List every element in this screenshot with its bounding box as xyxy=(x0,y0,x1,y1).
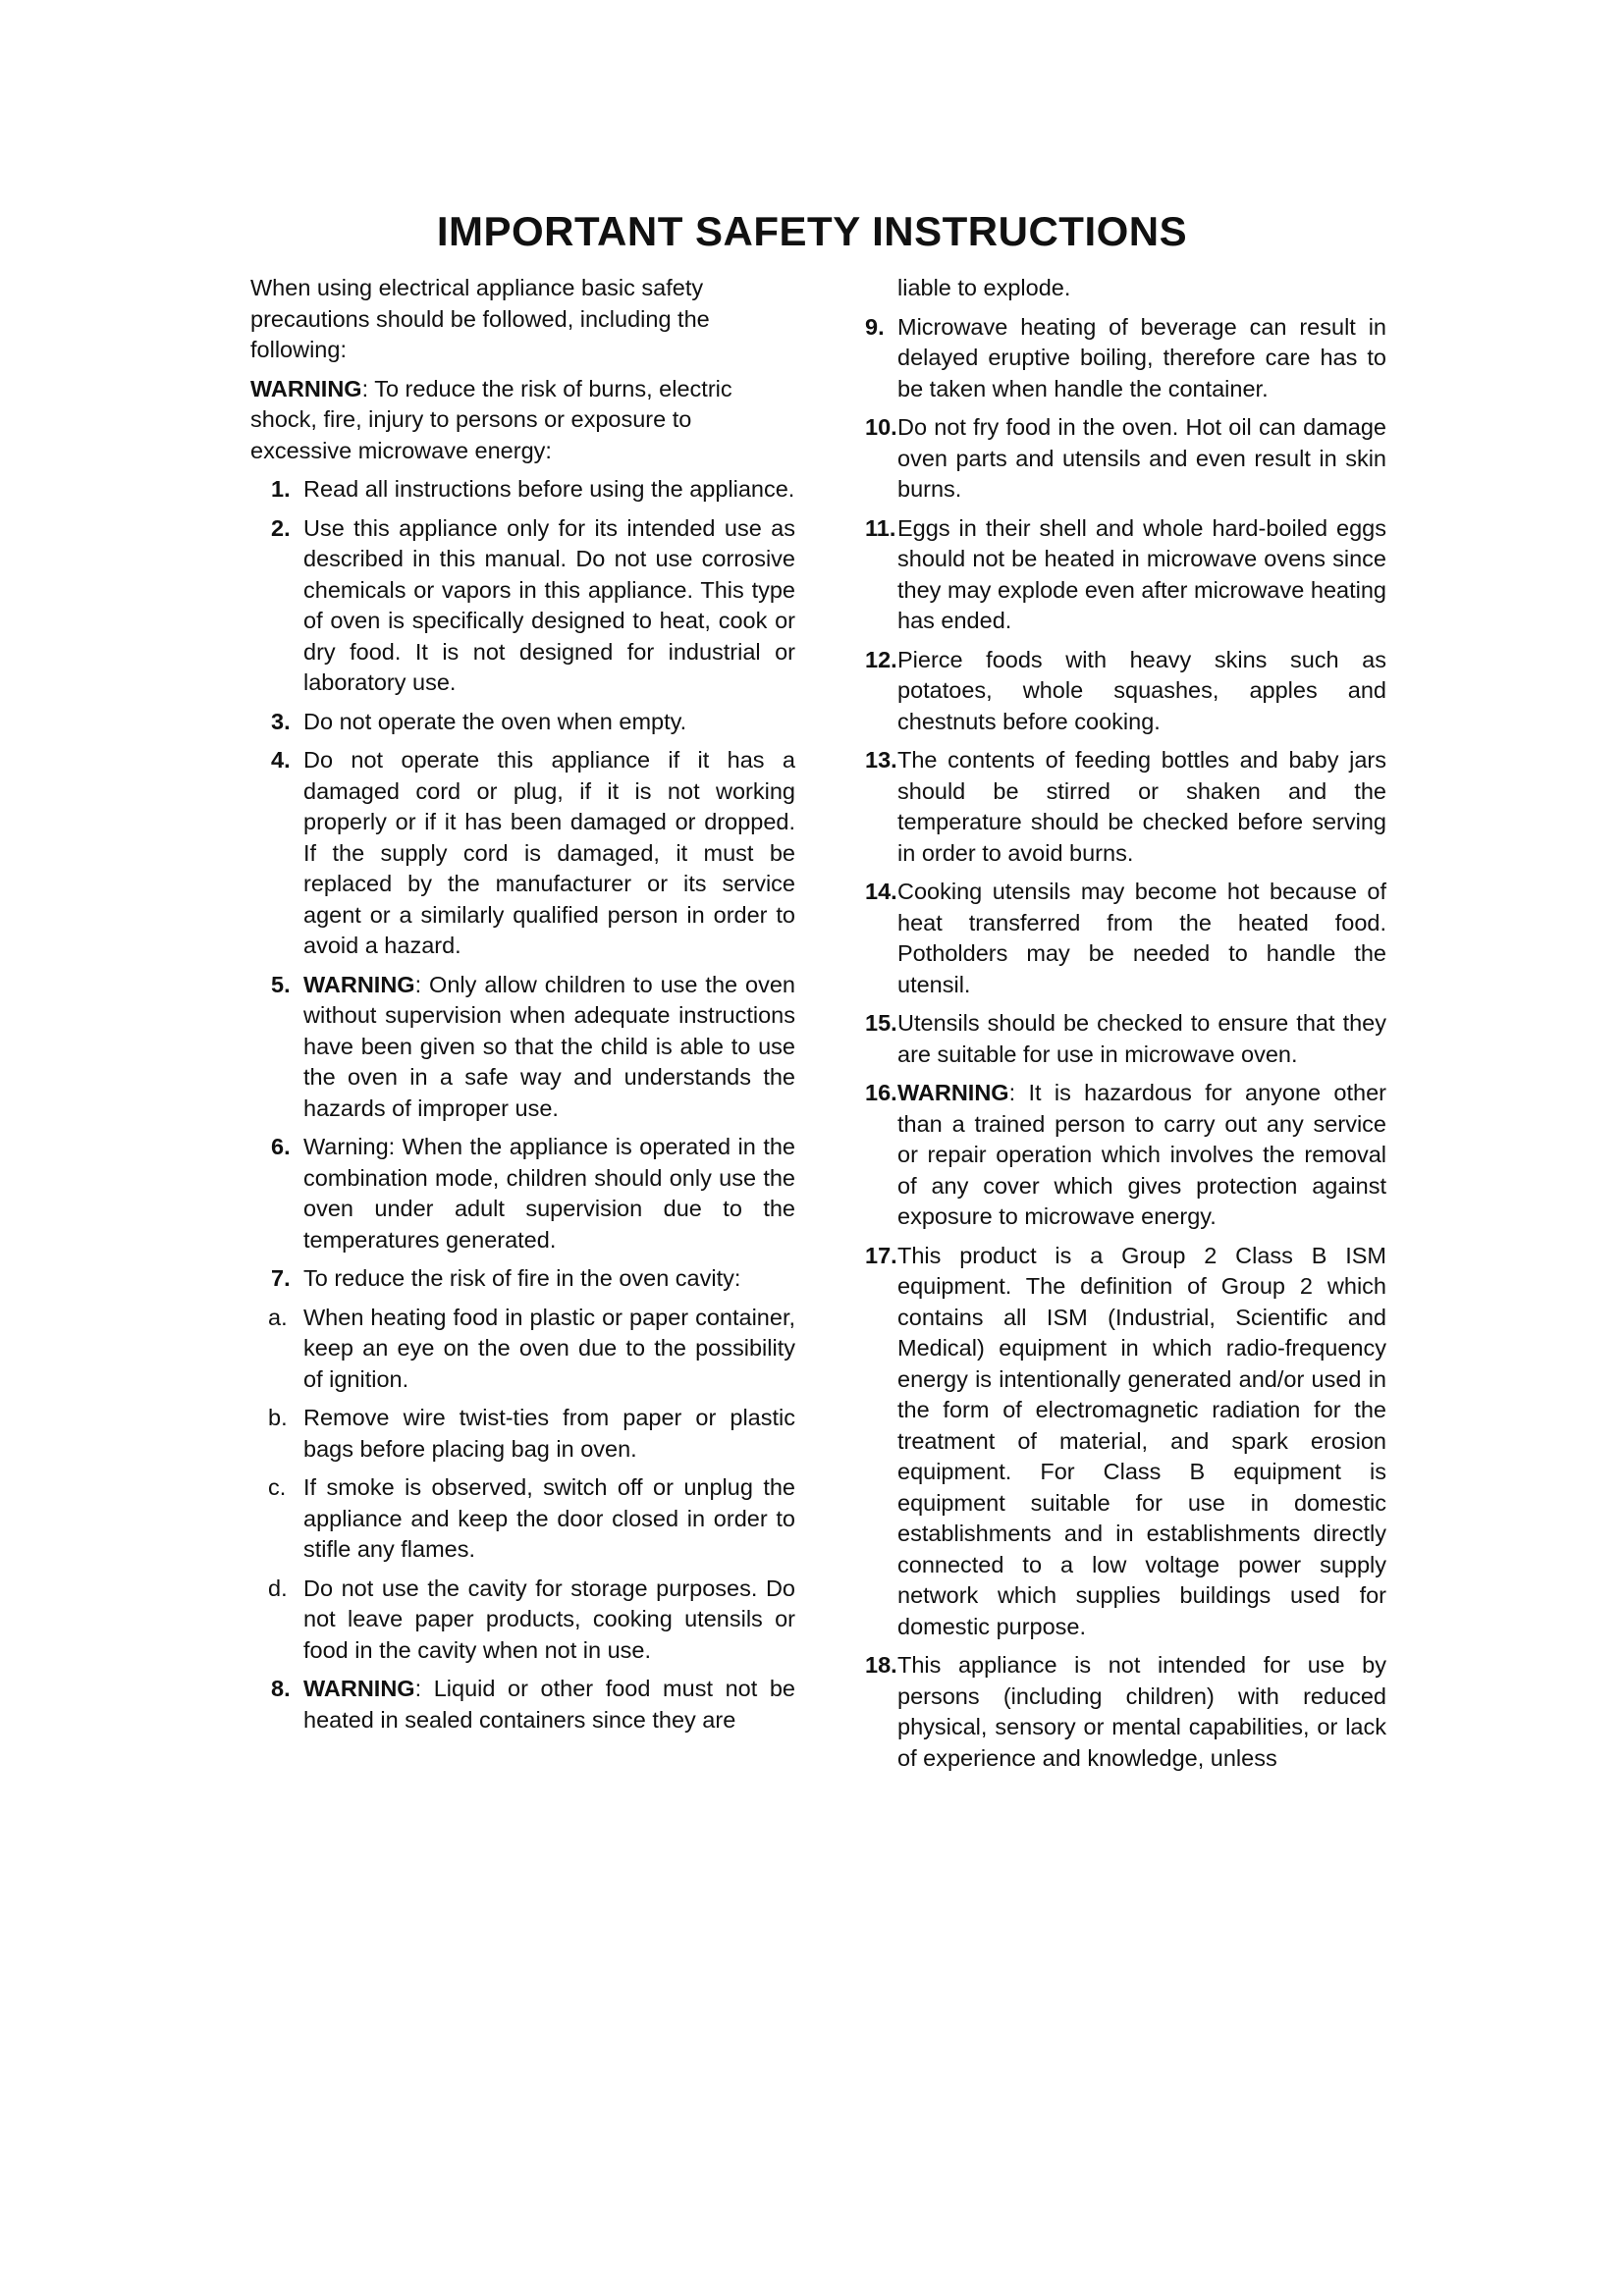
item-number: 2. xyxy=(271,514,291,541)
left-column xyxy=(250,273,795,1743)
warning-label: WARNING xyxy=(303,971,415,997)
item-text: : It is hazardous for anyone other than a trained person to carry out any service or repair operation which involves the removal of any cover which gives protection against exposure to microwave energy. xyxy=(897,1080,1386,1229)
item-number: 4. xyxy=(271,747,291,773)
list-item xyxy=(250,970,795,1125)
item-number: 6. xyxy=(271,1134,291,1159)
list-item xyxy=(844,645,1386,738)
item-text: : Only allow children to use the oven without supervision when adequate instructions have been given so that the child is able to use the oven in a safe way and understands the hazards of improper use. xyxy=(303,971,795,1121)
warning-intro-text: : To reduce the risk of burns, electric shock, fire, injury to persons or exposure to excessive microwave energy: xyxy=(250,375,732,463)
list-sub-item xyxy=(250,1574,795,1667)
list-item xyxy=(250,707,795,738)
item-text: Remove wire twist-ties from paper or plastic bags before placing bag in oven. xyxy=(303,1405,795,1462)
item-text: Microwave heating of beverage can result in delayed eruptive boiling, therefore care has to be taken when handle the container. xyxy=(897,313,1386,401)
list-item xyxy=(844,1241,1386,1643)
list-sub-item xyxy=(250,1403,795,1465)
item-text: Do not use the cavity for storage purposes. Do not leave paper products, cooking utensils or food in the cavity when not in use. xyxy=(303,1575,795,1663)
item-number: 10. xyxy=(865,414,897,440)
list-item xyxy=(250,1263,795,1295)
item-number: 9. xyxy=(865,313,885,340)
item-text: This appliance is not intended for use by persons (including children) with reduced physical, sensory or mental capabilities, or lack of experience and knowledge, unless xyxy=(897,1652,1386,1771)
list-item xyxy=(844,877,1386,1000)
warning-label: WARNING xyxy=(303,1676,415,1701)
item-text: This product is a Group 2 Class B ISM equipment. The definition of Group 2 which contains all ISM (Industrial, Scientific and Medical) equipment in which radio-frequency energy is intentionally generated and/or used in the form of electromagnetic radiation for the treatment of material, and spark erosion equipment. For Class B equipment is equipment suitable for use in domestic establishments and in establishments directly connected to a low voltage power supply network which supplies buildings used for domestic purpose. xyxy=(897,1242,1386,1639)
item-number: 13. xyxy=(865,747,897,773)
item-number: 8. xyxy=(271,1676,291,1701)
item-number: 11. xyxy=(865,514,896,541)
list-item xyxy=(844,513,1386,637)
item-number: 3. xyxy=(271,708,291,734)
item-text: Eggs in their shell and whole hard-boiled eggs should not be heated in microwave ovens since they may explode even after microwave heating has ended. xyxy=(897,514,1386,633)
item-text: Read all instructions before using the appliance. xyxy=(303,476,795,502)
item-number: 1. xyxy=(271,476,291,502)
list-item xyxy=(844,412,1386,506)
item-text: Use this appliance only for its intended use as described in this manual. Do not use corrosive chemicals or vapors in this appliance. This type of oven is specifically designed to heat, cook or dry food. It is not designed for industrial or laboratory use. xyxy=(303,514,795,695)
item-text: If smoke is observed, switch off or unplug the appliance and keep the door closed in order to stifle any flames. xyxy=(303,1474,795,1562)
item-text: Pierce foods with heavy skins such as potatoes, whole squashes, apples and chestnuts before cooking. xyxy=(897,646,1386,734)
item-number: 16. xyxy=(865,1080,897,1105)
list-item xyxy=(250,745,795,962)
item-letter: a. xyxy=(268,1304,288,1330)
warning-label: WARNING xyxy=(250,375,362,401)
page-title: IMPORTANT SAFETY INSTRUCTIONS xyxy=(436,208,1188,254)
list-item xyxy=(844,745,1386,869)
warning-intro xyxy=(250,374,795,467)
item-continuation: liable to explode. xyxy=(897,275,1071,300)
list-item xyxy=(844,312,1386,405)
item-text: Do not operate the oven when empty. xyxy=(303,708,687,734)
item-text: When heating food in plastic or paper container, keep an eye on the oven due to the possibility of ignition. xyxy=(303,1304,795,1392)
intro-paragraph: When using electrical appliance basic safety precautions should be followed, including the following: xyxy=(250,275,710,362)
warning-label: WARNING xyxy=(897,1080,1009,1105)
list-item xyxy=(844,1650,1386,1774)
item-text: Do not operate this appliance if it has a damaged cord or plug, if it is not working properly or if it has been damaged or dropped. If the supply cord is damaged, it must be replaced by the manufacturer or its service agent or a similarly qualified person in order to avoid a hazard. xyxy=(303,747,795,958)
item-number: 18. xyxy=(865,1652,897,1678)
list-item xyxy=(250,513,795,699)
item-number: 12. xyxy=(865,646,897,672)
item-text: Warning: When the appliance is operated in the combination mode, children should only use the oven under adult supervision due to the temperatures generated. xyxy=(303,1134,795,1253)
list-item xyxy=(250,1132,795,1255)
item-letter: b. xyxy=(268,1405,288,1430)
item-text: : Liquid or other food must not be heated in sealed containers since they are xyxy=(303,1676,795,1733)
item-number: 7. xyxy=(271,1265,291,1291)
item-text: To reduce the risk of fire in the oven cavity: xyxy=(303,1265,741,1291)
list-item xyxy=(844,1008,1386,1070)
item-number: 14. xyxy=(865,879,897,904)
item-text: The contents of feeding bottles and baby jars should be stirred or shaken and the temperature should be checked before serving in order to avoid burns. xyxy=(897,747,1386,866)
list-sub-item xyxy=(250,1303,795,1396)
item-number: 5. xyxy=(271,971,291,997)
right-column xyxy=(844,273,1386,1782)
list-item xyxy=(250,474,795,506)
list-sub-item xyxy=(250,1472,795,1566)
list-item xyxy=(250,1674,795,1735)
item-number: 17. xyxy=(865,1242,897,1268)
item-number: 15. xyxy=(865,1010,897,1036)
item-text: Utensils should be checked to ensure that they are suitable for use in microwave oven. xyxy=(897,1010,1386,1067)
list-item xyxy=(844,1078,1386,1233)
item-text: Do not fry food in the oven. Hot oil can damage oven parts and utensils and even result in skin burns. xyxy=(897,414,1386,502)
item-text: Cooking utensils may become hot because of heat transferred from the heated food. Potholders may be needed to handle the utensil. xyxy=(897,879,1386,997)
item-letter: c. xyxy=(268,1474,287,1500)
item-letter: d. xyxy=(268,1575,288,1601)
